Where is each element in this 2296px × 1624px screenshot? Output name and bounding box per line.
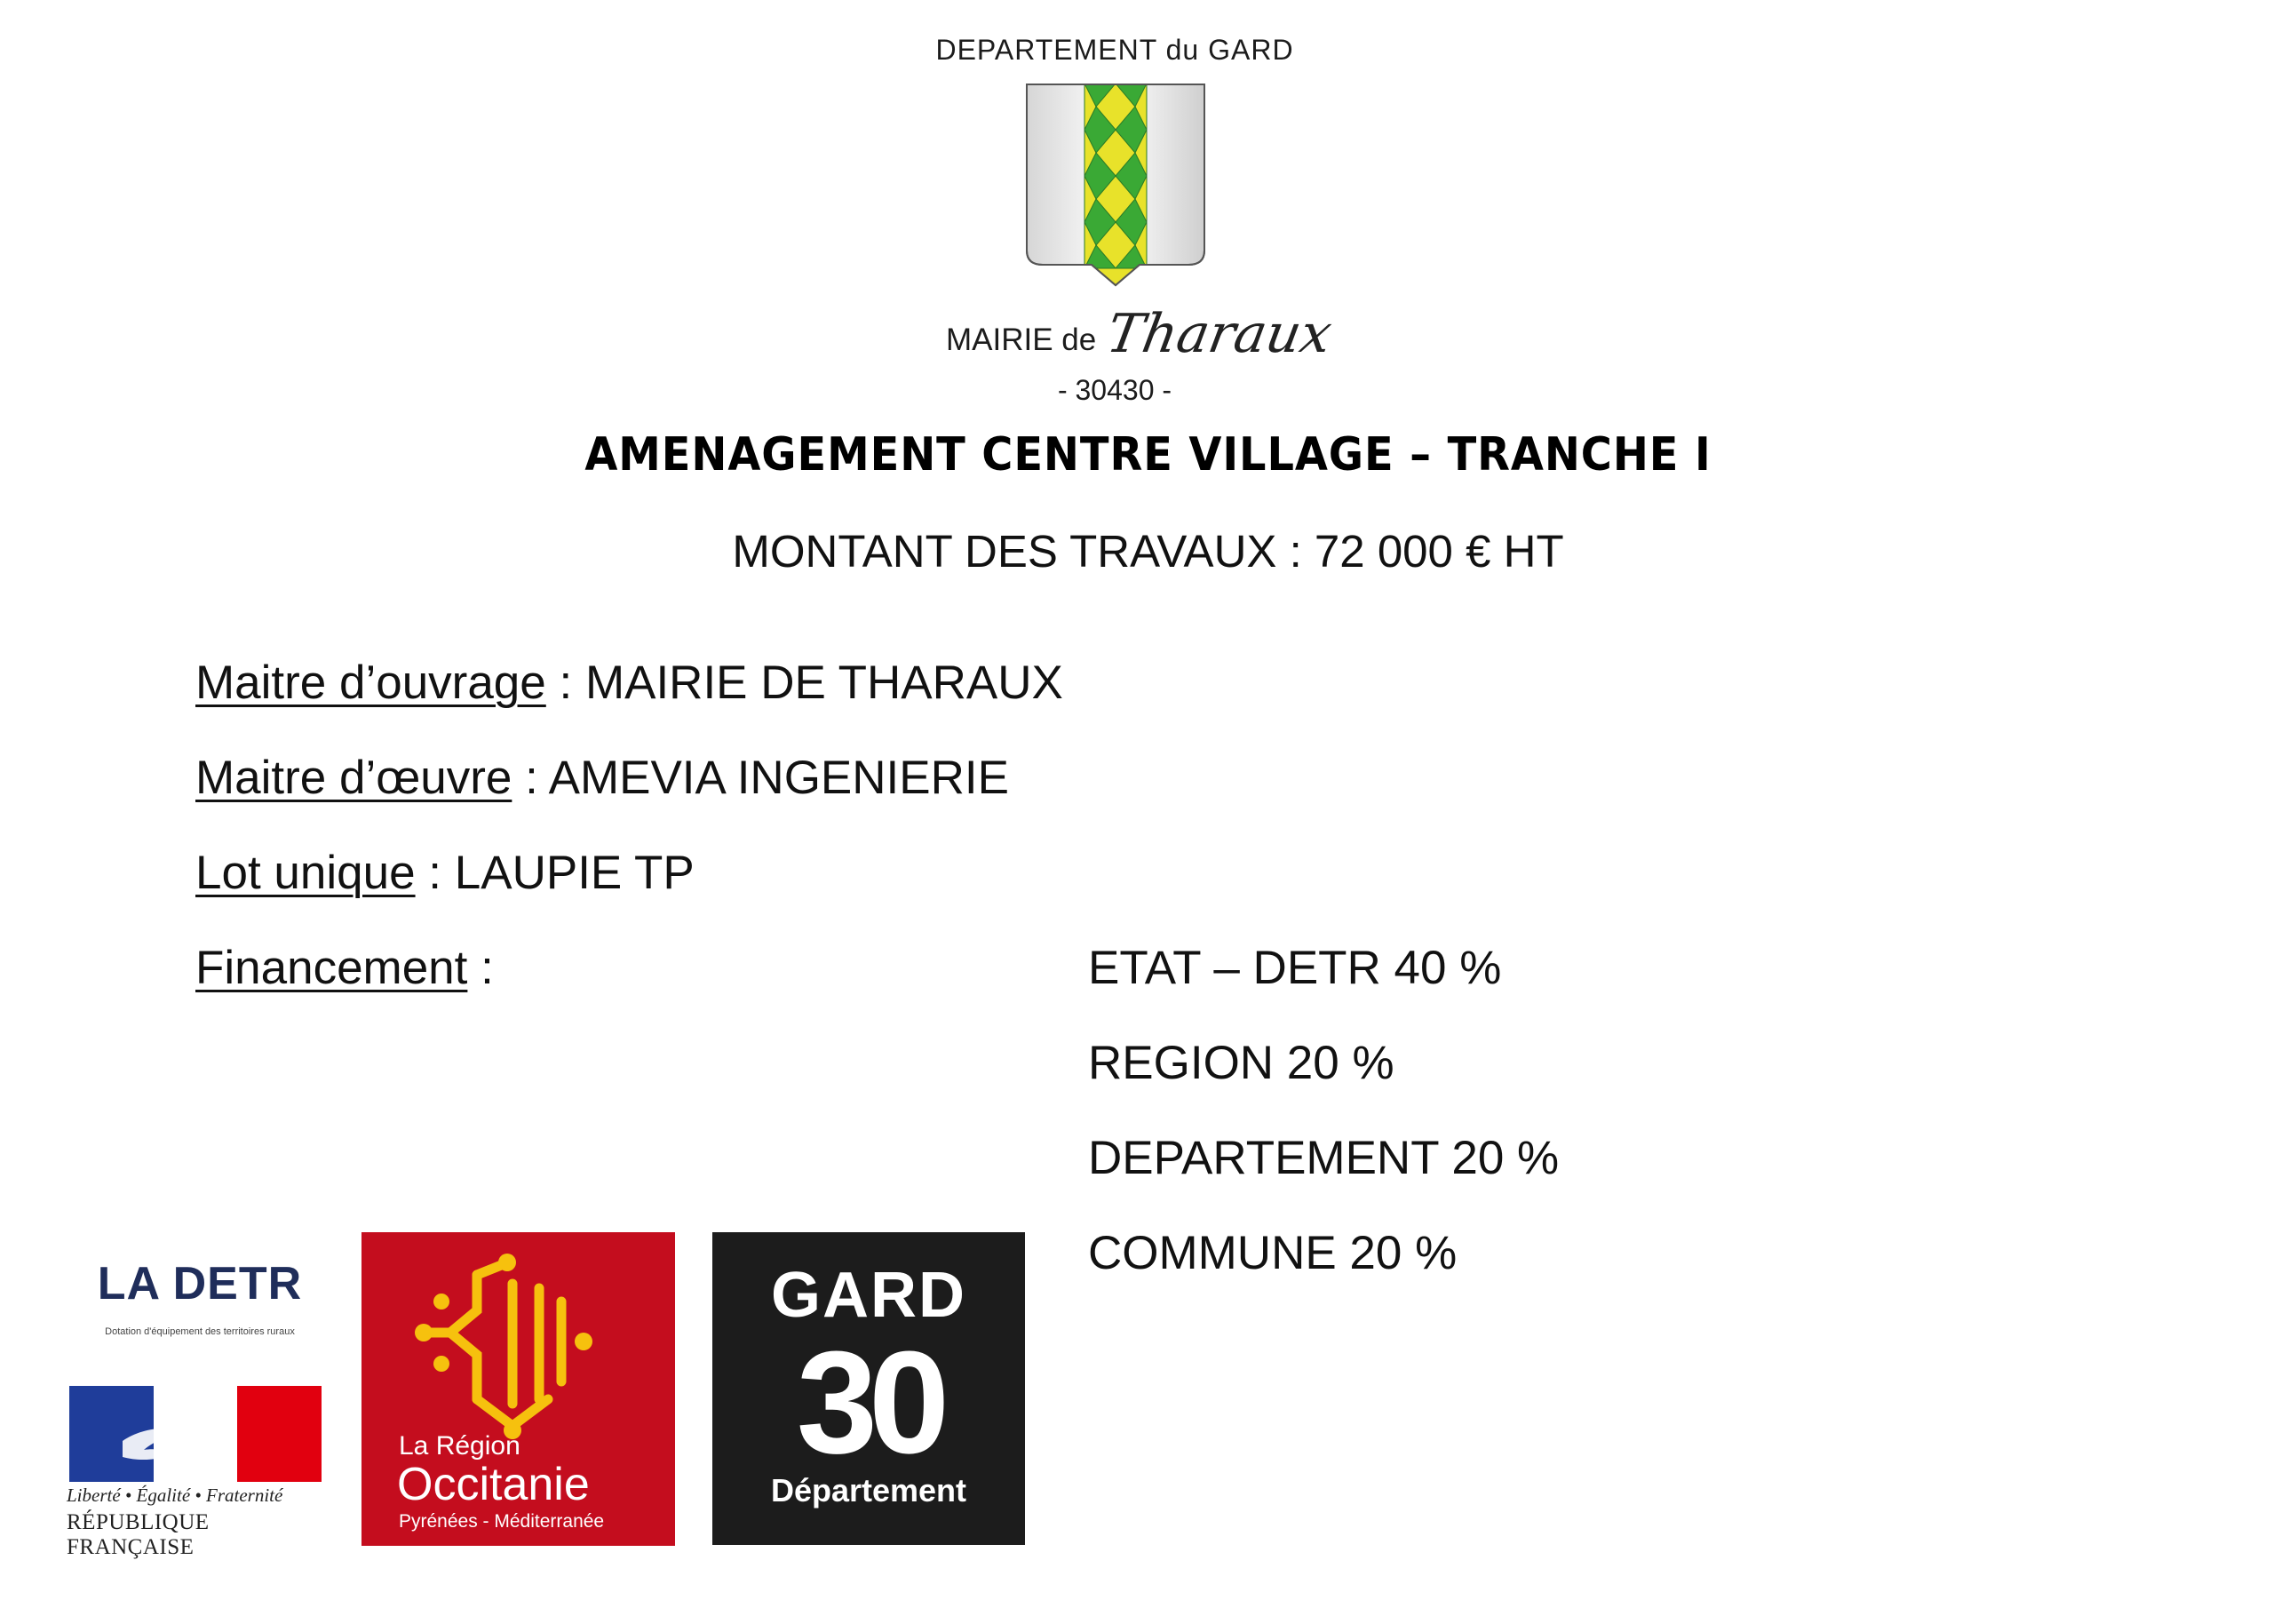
financement-line	[195, 941, 494, 995]
funding-item-etat: ETAT – DETR 40 %	[1088, 942, 1502, 994]
maitre-oeuvre-value: : AMEVIA INGENIERIE	[512, 752, 1009, 804]
financement-separator: :	[467, 942, 494, 994]
occitan-cross-icon	[415, 1248, 628, 1444]
lot-unique-label: Lot unique	[195, 847, 416, 899]
maitre-ouvrage-value: : MAIRIE DE THARAUX	[545, 657, 1063, 709]
funding-item-commune: COMMUNE 20 %	[1088, 1227, 1458, 1279]
maitre-ouvrage-line	[195, 656, 1063, 710]
maitre-oeuvre-line	[195, 751, 1009, 805]
rf-motto: Liberté • Égalité • Fraternité	[67, 1485, 283, 1506]
works-amount: MONTANT DES TRAVAUX : 72 000 € HT	[732, 526, 1564, 577]
mairie-name-script: Tharaux	[1101, 303, 1337, 365]
rf-name: RÉPUBLIQUE FRANÇAISE	[67, 1510, 210, 1559]
lot-unique-line	[195, 846, 695, 900]
occitanie-logo	[361, 1232, 675, 1546]
department-label: DEPARTEMENT du GARD	[935, 34, 1294, 66]
lot-unique-value: : LAUPIE TP	[415, 847, 695, 899]
coat-of-arms-icon	[1024, 82, 1207, 288]
detr-title: LA DETR	[97, 1258, 303, 1310]
gard-number: 30	[796, 1321, 941, 1484]
occitanie-subtitle: Pyrénées - Méditerranée	[399, 1511, 605, 1532]
gard-departement-logo	[712, 1232, 1025, 1545]
funding-item-departement: DEPARTEMENT 20 %	[1088, 1132, 1560, 1184]
page-title: AMENAGEMENT CENTRE VILLAGE – TRANCHE I	[584, 428, 1712, 482]
gard-word: GARD	[771, 1260, 966, 1331]
mairie-prefix: MAIRIE de	[946, 322, 1097, 357]
detr-subtitle: Dotation d'équipement des territoires ruraux	[105, 1326, 295, 1337]
occitanie-name: Occitanie	[397, 1459, 590, 1510]
marianne-icon	[69, 1386, 322, 1482]
mairie-signature	[937, 303, 1355, 378]
detr-logo	[67, 1257, 333, 1559]
financement-label: Financement	[195, 942, 468, 994]
maitre-oeuvre-label: Maitre d’œuvre	[195, 752, 512, 804]
gard-departement-label: Département	[770, 1472, 967, 1509]
maitre-ouvrage-label: Maitre d’ouvrage	[195, 657, 546, 709]
postal-code: - 30430 -	[1057, 374, 1172, 406]
funding-item-region: REGION 20 %	[1088, 1037, 1394, 1089]
occitanie-la-region: La Région	[399, 1431, 520, 1461]
